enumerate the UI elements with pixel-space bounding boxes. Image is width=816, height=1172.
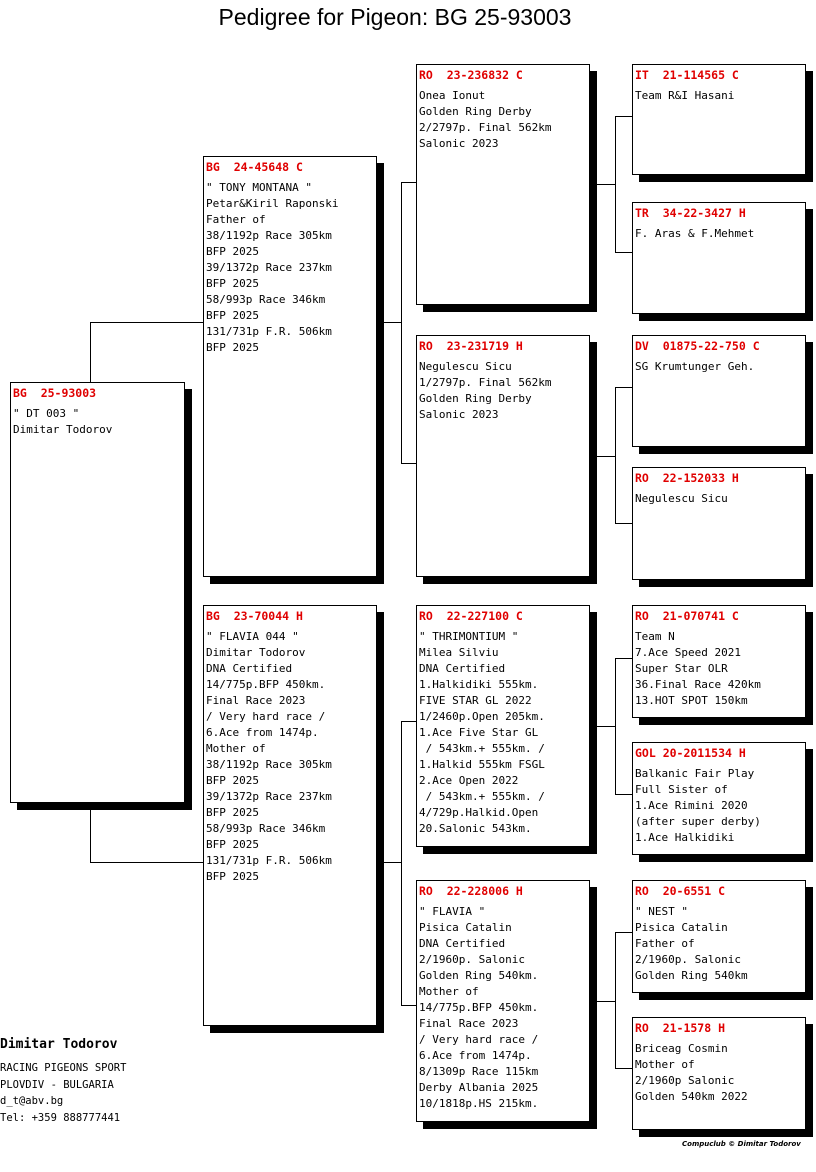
pigeon-info-line: 8/1309p Race 115km bbox=[419, 1065, 539, 1078]
pigeon-info-line: 14/775p.BFP 450km. bbox=[206, 678, 326, 691]
connector-line bbox=[377, 862, 401, 863]
pigeon-info-line: " FLAVIA 044 " bbox=[206, 630, 299, 643]
connector-line bbox=[615, 658, 616, 795]
connector-line bbox=[401, 463, 416, 464]
pigeon-card bbox=[203, 156, 377, 577]
pigeon-card bbox=[203, 605, 377, 1026]
pigeon-card bbox=[416, 64, 590, 305]
pigeon-info-line: 36.Final Race 420km bbox=[635, 678, 761, 691]
pigeon-info-line: Golden 540km 2022 bbox=[635, 1090, 748, 1103]
pigeon-info-line: 1/2797p. Final 562km bbox=[419, 376, 552, 389]
pigeon-card bbox=[416, 605, 590, 847]
pigeon-card bbox=[632, 605, 806, 718]
pigeon-card bbox=[416, 335, 590, 577]
pigeon-card bbox=[416, 880, 590, 1122]
pigeon-info-line: Team R&I Hasani bbox=[635, 89, 735, 102]
pigeon-info-line: 6.Ace from 1474p. bbox=[206, 726, 319, 739]
connector-line bbox=[615, 932, 616, 1069]
pigeon-info-line: BFP 2025 bbox=[206, 870, 259, 883]
connector-line bbox=[90, 322, 203, 323]
pigeon-info-line: 1.Ace Five Star GL bbox=[419, 726, 539, 739]
ring-number: DV 01875-22-750 C bbox=[635, 339, 760, 353]
pigeon-info-line: SG Krumtunger Geh. bbox=[635, 360, 755, 373]
pigeon-info-line: FIVE STAR GL 2022 bbox=[419, 694, 532, 707]
pigeon-info-line: Salonic 2023 bbox=[419, 408, 499, 421]
pigeon-info-line: Golden Ring Derby bbox=[419, 392, 532, 405]
connector-line bbox=[590, 184, 615, 185]
pigeon-info-line: / 543km.+ 555km. / bbox=[419, 742, 545, 755]
connector-line bbox=[590, 456, 615, 457]
pigeon-info-line: 4/729p.Halkid.Open bbox=[419, 806, 539, 819]
ring-number: RO 21-070741 C bbox=[635, 609, 739, 623]
ring-number: RO 21-1578 H bbox=[635, 1021, 726, 1035]
pigeon-info-line: 6.Ace from 1474p. bbox=[419, 1049, 532, 1062]
connector-line bbox=[590, 726, 615, 727]
pigeon-info-line: Dimitar Todorov bbox=[13, 423, 113, 436]
owner-line: RACING PIGEONS SPORT bbox=[0, 1062, 127, 1074]
pigeon-info-line: F. Aras & F.Mehmet bbox=[635, 227, 755, 240]
pigeon-info-line: Negulescu Sicu bbox=[635, 492, 728, 505]
ring-number: IT 21-114565 C bbox=[635, 68, 739, 82]
pigeon-info-line: Pisica Catalin bbox=[635, 921, 728, 934]
pigeon-info-line: Final Race 2023 bbox=[206, 694, 306, 707]
pigeon-info-line: 39/1372p Race 237km bbox=[206, 790, 332, 803]
pigeon-info-line: 20.Salonic 543km. bbox=[419, 822, 532, 835]
pigeon-info-line: Milea Silviu bbox=[419, 646, 499, 659]
pigeon-card bbox=[632, 64, 806, 175]
connector-line bbox=[590, 1001, 615, 1002]
ring-number: BG 24-45648 C bbox=[206, 160, 303, 174]
pigeon-info-line: Golden Ring 540km. bbox=[419, 969, 539, 982]
pigeon-info-line: Final Race 2023 bbox=[419, 1017, 519, 1030]
pigeon-info-line: " TONY MONTANA " bbox=[206, 181, 312, 194]
pigeon-info-line: BFP 2025 bbox=[206, 245, 259, 258]
pigeon-card bbox=[632, 742, 806, 855]
connector-line bbox=[615, 116, 632, 117]
pigeon-info-line: / Very hard race / bbox=[419, 1033, 539, 1046]
connector-line bbox=[615, 658, 632, 659]
pigeon-info-line: Full Sister of bbox=[635, 783, 728, 796]
pigeon-info-line: 38/1192p Race 305km bbox=[206, 229, 332, 242]
owner-line: PLOVDIV - BULGARIA bbox=[0, 1078, 114, 1091]
ring-number: BG 23-70044 H bbox=[206, 609, 303, 623]
pigeon-info-line: Derby Albania 2025 bbox=[419, 1081, 539, 1094]
connector-line bbox=[90, 862, 203, 863]
connector-line bbox=[401, 721, 416, 722]
connector-line bbox=[615, 387, 632, 388]
pigeon-info-line: Onea Ionut bbox=[419, 89, 486, 102]
ring-number: RO 22-152033 H bbox=[635, 471, 739, 485]
pigeon-info-line: Balkanic Fair Play bbox=[635, 767, 755, 780]
pigeon-info-line: Mother of bbox=[635, 1058, 695, 1071]
page-title: Pedigree for Pigeon: BG 25-93003 bbox=[218, 4, 572, 30]
pigeon-info-line: 14/775p.BFP 450km. bbox=[419, 1001, 539, 1014]
connector-line bbox=[615, 1068, 632, 1069]
pigeon-info-line: 39/1372p Race 237km bbox=[206, 261, 332, 274]
pigeon-info-line: Golden Ring 540km bbox=[635, 969, 748, 982]
pigeon-info-line: Golden Ring Derby bbox=[419, 105, 532, 118]
pigeon-info-line: 7.Ace Speed 2021 bbox=[635, 646, 741, 659]
pigeon-info-line: 1.Ace Rimini 2020 bbox=[635, 799, 748, 812]
pigeon-info-line: DNA Certified bbox=[419, 937, 506, 950]
pigeon-info-line: Salonic 2023 bbox=[419, 137, 499, 150]
pigeon-info-line: 58/993p Race 346km bbox=[206, 293, 326, 306]
ring-number: GOL 20-2011534 H bbox=[635, 746, 746, 760]
connector-line bbox=[615, 794, 632, 795]
pigeon-info-line: 38/1192p Race 305km bbox=[206, 758, 332, 771]
pigeon-info-line: Pisica Catalin bbox=[419, 921, 512, 934]
pigeon-info-line: Super Star OLR bbox=[635, 662, 728, 675]
connector-line bbox=[401, 721, 402, 1006]
pigeon-info-line: 131/731p F.R. 506km bbox=[206, 325, 332, 338]
pigeon-card bbox=[632, 880, 806, 993]
pigeon-info-line: 1/2460p.Open 205km. bbox=[419, 710, 545, 723]
pigeon-info-line: " FLAVIA " bbox=[419, 905, 486, 918]
pigeon-info-line: 1.Halkid 555km FSGL bbox=[419, 758, 545, 771]
pigeon-info-line: DNA Certified bbox=[419, 662, 506, 675]
pigeon-info-line: " NEST " bbox=[635, 905, 688, 918]
connector-line bbox=[615, 252, 632, 253]
pigeon-card bbox=[632, 467, 806, 580]
connector-line bbox=[615, 932, 632, 933]
pigeon-info-line: Father of bbox=[635, 937, 695, 950]
connector-line bbox=[615, 523, 632, 524]
pigeon-info-line: Briceag Cosmin bbox=[635, 1042, 728, 1055]
pigeon-info-line: " THRIMONTIUM " bbox=[419, 630, 519, 643]
connector-line bbox=[615, 116, 616, 253]
pigeon-info-line: Mother of bbox=[206, 742, 266, 755]
ring-number: RO 23-231719 H bbox=[419, 339, 523, 353]
pigeon-info-line: Mother of bbox=[419, 985, 479, 998]
connector-line bbox=[401, 1005, 416, 1006]
connector-line bbox=[615, 387, 616, 524]
pigeon-info-line: / Very hard race / bbox=[206, 710, 326, 723]
connector-line bbox=[401, 182, 402, 464]
ring-number: BG 25-93003 bbox=[13, 386, 97, 400]
pigeon-info-line: Father of bbox=[206, 213, 266, 226]
pigeon-info-line: Team N bbox=[635, 630, 675, 643]
pigeon-info-line: 2.Ace Open 2022 bbox=[419, 774, 519, 787]
pigeon-info-line: Petar&Kiril Raponski bbox=[206, 197, 339, 210]
pigeon-info-line: BFP 2025 bbox=[206, 341, 259, 354]
pigeon-info-line: / 543km.+ 555km. / bbox=[419, 790, 545, 803]
pigeon-info-line: BFP 2025 bbox=[206, 277, 259, 290]
pigeon-card bbox=[10, 382, 185, 803]
pigeon-card bbox=[632, 1017, 806, 1130]
owner-line: Tel: +359 888777441 bbox=[0, 1111, 121, 1124]
owner-info bbox=[0, 1036, 126, 1126]
ring-number: RO 22-228006 H bbox=[419, 884, 523, 898]
pigeon-info-line: BFP 2025 bbox=[206, 806, 259, 819]
pigeon-card bbox=[632, 335, 806, 447]
connector-line bbox=[90, 803, 91, 862]
pigeon-info-line: BFP 2025 bbox=[206, 838, 259, 851]
ring-number: RO 20-6551 C bbox=[635, 884, 726, 898]
copyright-footer: Compuclub © Dimitar Todorov bbox=[682, 1140, 801, 1148]
ring-number: RO 23-236832 C bbox=[419, 68, 523, 82]
pigeon-info-line: 1.Ace Halkidiki bbox=[635, 831, 735, 844]
ring-number: TR 34-22-3427 H bbox=[635, 206, 746, 220]
pigeon-info-line: BFP 2025 bbox=[206, 774, 259, 787]
pigeon-info-line: 2/1960p Salonic bbox=[635, 1074, 735, 1087]
pigeon-info-line: BFP 2025 bbox=[206, 309, 259, 322]
pigeon-info-line: (after super derby) bbox=[635, 815, 761, 828]
pigeon-info-line: Dimitar Todorov bbox=[206, 646, 306, 659]
pigeon-info-line: 13.HOT SPOT 150km bbox=[635, 694, 748, 707]
owner-line: d_t@abv.bg bbox=[0, 1095, 64, 1107]
ring-number: RO 22-227100 C bbox=[419, 609, 523, 623]
pigeon-info-line: 1.Halkidiki 555km. bbox=[419, 678, 539, 691]
pigeon-info-line: 131/731p F.R. 506km bbox=[206, 854, 332, 867]
pigeon-info-line: " DT 003 " bbox=[13, 407, 80, 420]
connector-line bbox=[90, 322, 91, 382]
pigeon-info-line: 58/993p Race 346km bbox=[206, 822, 326, 835]
pigeon-card bbox=[632, 202, 806, 314]
pigeon-info-line: 2/1960p. Salonic bbox=[419, 953, 525, 966]
pigeon-info-line: 2/1960p. Salonic bbox=[635, 953, 741, 966]
pigeon-info-line: Negulescu Sicu bbox=[419, 360, 512, 373]
connector-line bbox=[401, 182, 416, 183]
pigeon-info-line: 2/2797p. Final 562km bbox=[419, 121, 552, 134]
pigeon-info-line: DNA Certified bbox=[206, 662, 293, 675]
owner-name: Dimitar Todorov bbox=[0, 1037, 118, 1052]
pigeon-info-line: 10/1818p.HS 215km. bbox=[419, 1097, 539, 1110]
connector-line bbox=[377, 322, 401, 323]
